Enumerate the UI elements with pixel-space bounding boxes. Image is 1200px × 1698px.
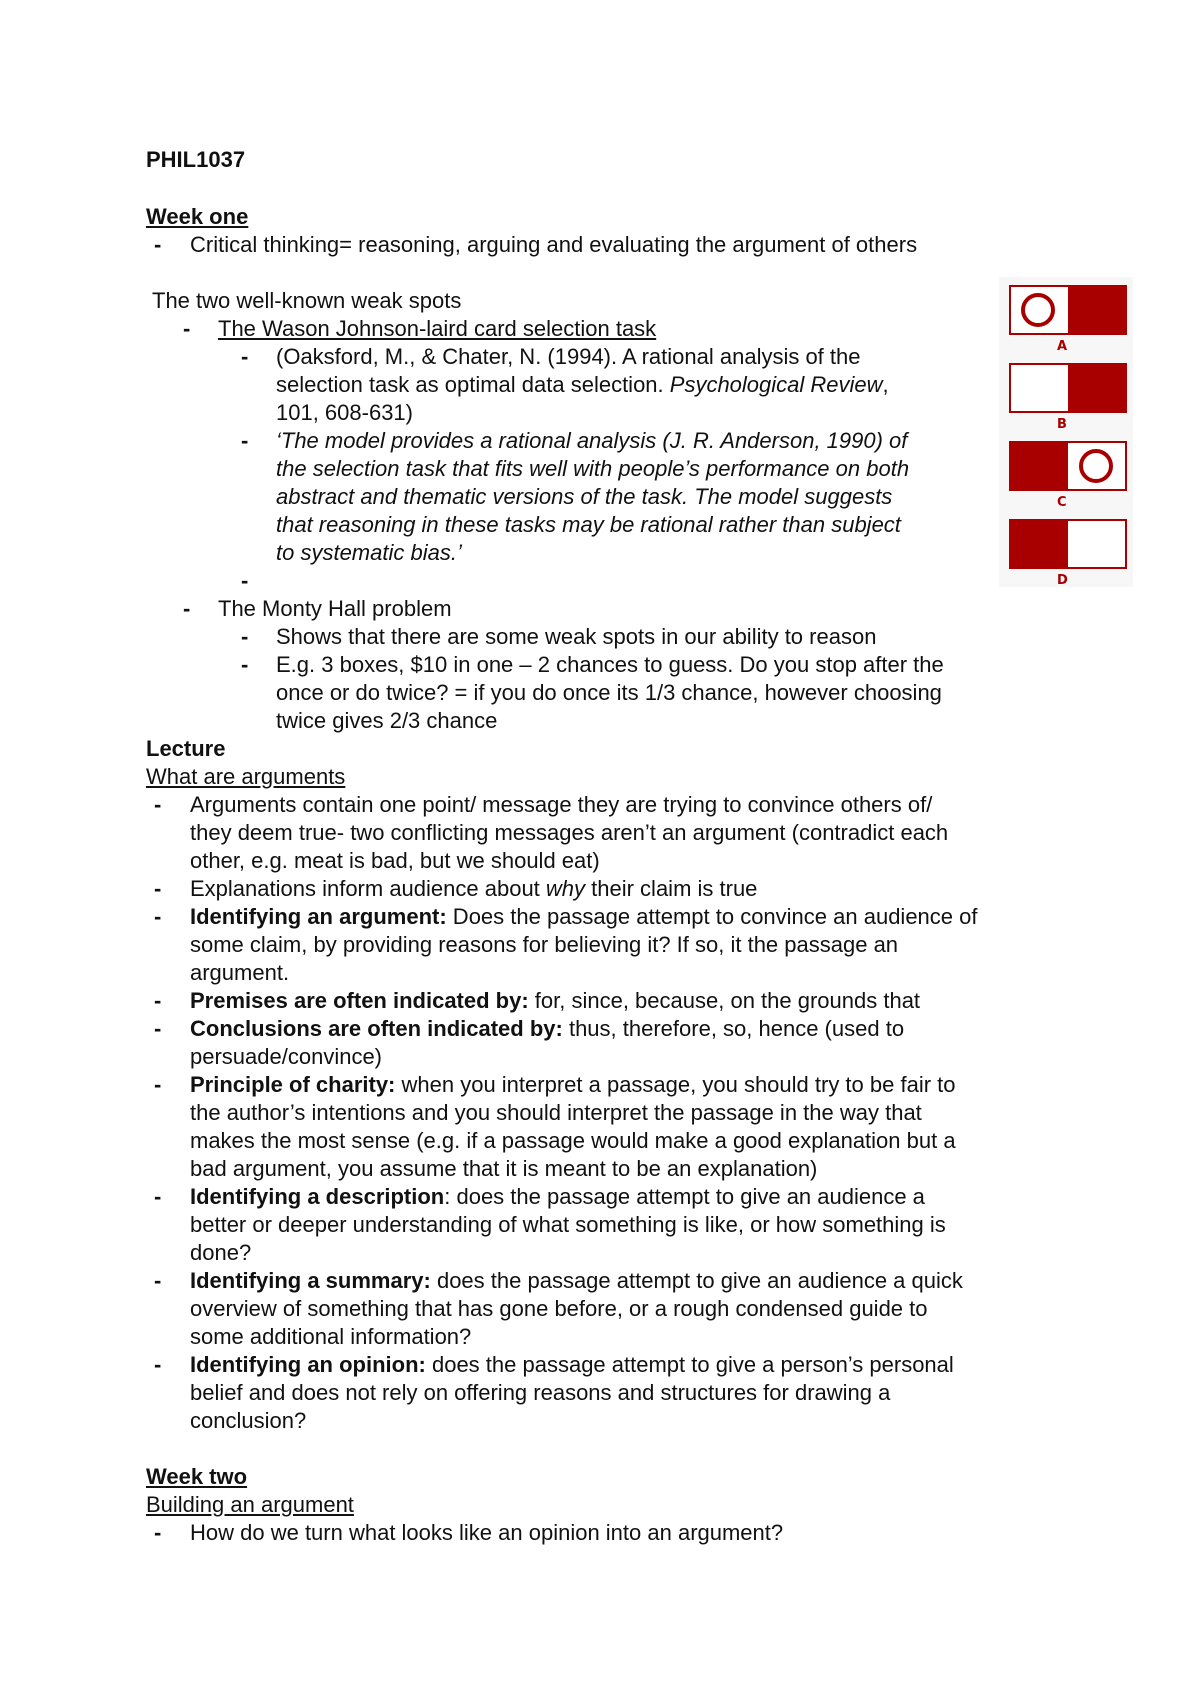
bullet-dash: - — [154, 1016, 162, 1041]
card-red-half — [1011, 443, 1068, 489]
opinion-item: conclusion? — [190, 1408, 307, 1433]
summary-item: some additional information? — [190, 1324, 472, 1349]
conclusions-item: Conclusions are often indicated by: thus, therefore, so, hence (used to — [190, 1016, 905, 1041]
monty-hall-point-2: once or do twice? = if you do once its 1/3 chance, however choosing — [276, 680, 942, 705]
bullet-dash: - — [154, 1184, 162, 1209]
card-d — [1009, 519, 1127, 569]
bullet-dash: - — [154, 1352, 162, 1377]
quote-line: ‘The model provides a rational analysis (J. R. Anderson, 1990) of — [276, 428, 908, 453]
charity-item: Principle of charity: when you interpret a passage, you should try to be fair to — [190, 1072, 956, 1097]
wason-task-title: The Wason Johnson-laird card selection task — [218, 316, 657, 341]
critical-thinking-item: Critical thinking= reasoning, arguing and evaluating the argument of others — [190, 232, 918, 257]
week-two-item: How do we turn what looks like an opinion into an argument? — [190, 1520, 784, 1545]
monty-hall-point-2: twice gives 2/3 chance — [276, 708, 498, 733]
description-item: better or deeper understanding of what something is like, or how something is — [190, 1212, 946, 1237]
card-red-half — [1068, 365, 1125, 411]
bullet-dash: - — [183, 596, 191, 621]
explanations-item: Explanations inform audience about why their claim is true — [190, 876, 758, 901]
bullet-dash: - — [241, 428, 249, 453]
card-label-d: D — [1057, 573, 1068, 588]
monty-hall-title: The Monty Hall problem — [218, 596, 452, 621]
card-selection-figure — [999, 277, 1133, 587]
bullet-dash: - — [241, 624, 249, 649]
bullet-dash: - — [241, 344, 249, 369]
arguments-item: Arguments contain one point/ message they are trying to convince others of/ — [190, 792, 933, 817]
arguments-item: other, e.g. meat is bad, but we should eat) — [190, 848, 600, 873]
description-item: done? — [190, 1240, 252, 1265]
citation-line-2: selection task as optimal data selection. Psychological Review, — [276, 372, 889, 397]
quote-line: the selection task that fits well with people’s performance on both — [276, 456, 910, 481]
circle-icon — [1079, 449, 1113, 483]
identifying-argument-item: Identifying an argument: Does the passage attempt to convince an audience of — [190, 904, 978, 929]
card-red-half — [1068, 287, 1125, 333]
what-are-arguments-heading: What are arguments — [146, 764, 346, 789]
conclusions-item: persuade/convince) — [190, 1044, 383, 1069]
bullet-dash: - — [154, 792, 162, 817]
card-b — [1009, 363, 1127, 413]
lecture-heading: Lecture — [146, 736, 226, 761]
identifying-argument-item: some claim, by providing reasons for believing it? If so, it the passage an — [190, 932, 899, 957]
monty-hall-point-2: E.g. 3 boxes, $10 in one – 2 chances to guess. Do you stop after the — [276, 652, 944, 677]
bullet-dash: - — [241, 568, 249, 593]
opinion-item: belief and does not rely on offering reasons and structures for drawing a — [190, 1380, 891, 1405]
bullet-dash: - — [241, 652, 249, 677]
charity-item: the author’s intentions and you should interpret the passage in the way that — [190, 1100, 922, 1125]
quote-line: that reasoning in these tasks may be rational rather than subject — [276, 512, 901, 537]
bullet-dash: - — [154, 232, 162, 257]
bullet-dash: - — [183, 316, 191, 341]
description-item: Identifying a description: does the passage attempt to give an audience a — [190, 1184, 925, 1209]
quote-line: to systematic bias.’ — [276, 540, 462, 565]
bullet-dash: - — [154, 988, 162, 1013]
card-label-c: C — [1057, 495, 1067, 510]
premises-item: Premises are often indicated by: for, since, because, on the grounds that — [190, 988, 921, 1013]
course-code: PHIL1037 — [146, 147, 246, 172]
building-argument-heading: Building an argument — [146, 1492, 354, 1517]
week-one-heading: Week one — [146, 204, 249, 229]
card-label-a: A — [1057, 339, 1068, 354]
bullet-dash: - — [154, 1520, 162, 1545]
week-two-heading: Week two — [146, 1464, 248, 1489]
card-a — [1009, 285, 1127, 335]
citation-line-1: (Oaksford, M., & Chater, N. (1994). A rational analysis of the — [276, 344, 861, 369]
card-label-b: B — [1057, 417, 1067, 432]
bullet-dash: - — [154, 1268, 162, 1293]
monty-hall-point-1: Shows that there are some weak spots in our ability to reason — [276, 624, 877, 649]
identifying-argument-item: argument. — [190, 960, 290, 985]
circle-icon — [1021, 293, 1055, 327]
bullet-dash: - — [154, 1072, 162, 1097]
card-red-half — [1011, 521, 1068, 567]
arguments-item: they deem true- two conflicting messages aren’t an argument (contradict each — [190, 820, 949, 845]
card-c — [1009, 441, 1127, 491]
summary-item: overview of something that has gone before, or a rough condensed guide to — [190, 1296, 928, 1321]
weak-spots-intro: The two well-known weak spots — [152, 288, 462, 313]
charity-item: bad argument, you assume that it is meant to be an explanation) — [190, 1156, 818, 1181]
bullet-dash: - — [154, 876, 162, 901]
citation-line-3: 101, 608-631) — [276, 400, 413, 425]
quote-line: abstract and thematic versions of the task. The model suggests — [276, 484, 893, 509]
bullet-dash: - — [154, 904, 162, 929]
summary-item: Identifying a summary: does the passage attempt to give an audience a quick — [190, 1268, 963, 1293]
charity-item: makes the most sense (e.g. if a passage would make a good explanation but a — [190, 1128, 956, 1153]
opinion-item: Identifying an opinion: does the passage attempt to give a person’s personal — [190, 1352, 954, 1377]
